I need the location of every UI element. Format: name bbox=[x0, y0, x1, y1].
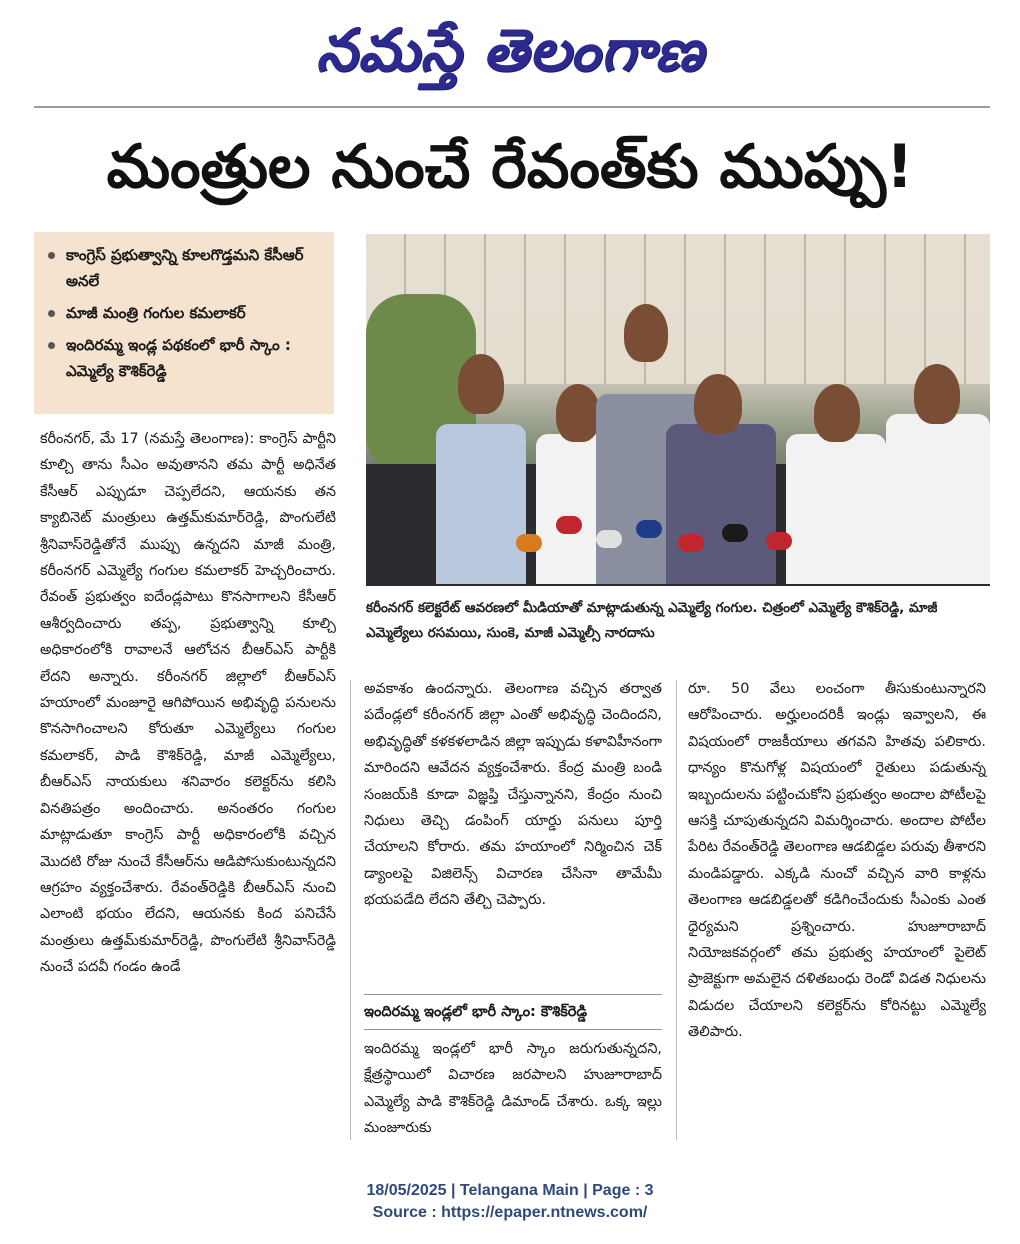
footer-source: Source : https://epaper.ntnews.com/ bbox=[372, 1204, 648, 1221]
microphone-icon bbox=[556, 516, 582, 534]
page-footer bbox=[0, 1180, 1020, 1224]
column-divider bbox=[676, 680, 677, 1140]
highlight-text: ఇందిరమ్మ ఇండ్ల పథకంలో భారీ స్కాం : ఎమ్మెల్యే కౌశిక్‌రెడ్డి bbox=[66, 336, 291, 380]
highlights-box bbox=[34, 232, 334, 414]
article-column-2b bbox=[364, 1036, 662, 1142]
photo-person-head bbox=[694, 374, 742, 434]
microphone-icon bbox=[516, 534, 542, 552]
photo-person-head bbox=[914, 364, 960, 424]
footer-date-page: 18/05/2025 | Telangana Main | Page : 3 bbox=[366, 1182, 654, 1199]
newspaper-logo: నమస్తే తెలంగాణ bbox=[316, 16, 704, 84]
masthead-divider bbox=[34, 106, 990, 108]
photo-person bbox=[886, 414, 990, 584]
photo-person bbox=[666, 424, 776, 584]
highlight-text: కాంగ్రెస్‌ ప్రభుత్వాన్ని కూలగొడ్తమని కేసీఆర్‌ అనలే bbox=[66, 246, 304, 290]
photo-person bbox=[786, 434, 886, 584]
bullet-icon bbox=[48, 252, 55, 259]
photo-person-head bbox=[556, 384, 600, 442]
microphone-icon bbox=[596, 530, 622, 548]
highlight-item bbox=[48, 332, 326, 384]
article-paragraph: రూ. 50 వేలు లంచంగా తీసుకుంటున్నారని ఆరోపించారు. అర్హులందరికీ ఇండ్లు ఇవ్వాలని, ఈ విషయంలో రాజకీయాలు తగవని హితవు పలికారు. ధాన్యం కొనుగోళ్ల విషయంలో రైతులు పడుతున్న ఇబ్బందులను పట్టించుకోని ప్రభుత్వం అందాల పోటీలపై ఆసక్తి చూపుతున్నదని విమర్శించారు. అందాల పోటీల పేరిట రేవంత్‌రెడ్డి తెలంగాణ ఆడబిడ్డల పరువు తీశారని మండిపడ్డారు. ఎక్కడి నుంచో వచ్చిన వారి కాళ్లను తెలంగాణ ఆడబిడ్డలతో కడిగించేందుకు సీఎంకు ఎంత ధైర్యమని ప్రశ్నించారు. హుజూరాబాద్‌ నియోజకవర్గంలో తమ ప్రభుత్వ హయాంలో పైలెట్‌ ప్రాజెక్టుగా అమలైన దళితబంధు రెండో విడత నిధులను విడుదల చేయాలని కలెక్టర్‌ను కోరినట్టు ఎమ్మెల్యే తెలిపారు. bbox=[688, 681, 986, 1041]
article-column-3 bbox=[688, 676, 986, 1046]
article-column-2 bbox=[364, 676, 662, 914]
highlight-item bbox=[48, 242, 326, 294]
photo-person-head bbox=[814, 384, 860, 442]
microphone-icon bbox=[766, 532, 792, 550]
article-paragraph: అవకాశం ఉందన్నారు. తెలంగాణ వచ్చిన తర్వాత పదేండ్లలో కరీంనగర్‌ జిల్లా ఎంతో అభివృద్ధి చెందిందని, అభివృద్ధితో కళకళలాడిన జిల్లా ఇప్పుడు కళావిహీనంగా మారిందని ఆవేదన వ్యక్తంచేశారు. కేంద్ర మంత్రి బండి సంజయ్‌కి కూడా విజ్ఞప్తి చేస్తున్నానని, కేంద్రం నుంచి నిధులు తెచ్చి డంపింగ్‌ యార్డు పనులు పూర్తి చేయాలని కోరారు. తమ హయాంలో నిర్మించిన చెక్‌ డ్యాంలపై విజిలెన్స్‌ విచారణ చేసినా తామేమీ భయపడేది లేదని తేల్చి చెప్పారు. bbox=[364, 681, 662, 909]
microphone-icon bbox=[636, 520, 662, 538]
headline: మంత్రుల నుంచే రేవంత్‌కు ముప్పు! bbox=[106, 132, 914, 202]
highlight-text: మాజీ మంత్రి గంగుల కమలాకర్‌ bbox=[66, 304, 246, 322]
microphone-icon bbox=[722, 524, 748, 542]
article-column-1 bbox=[40, 426, 336, 981]
article-paragraph: కరీంనగర్‌, మే 17 (నమస్తే తెలంగాణ): కాంగ్రెస్‌ పార్టీని కూల్చి తాను సీఎం అవుతానని తమ పార్టీ అధినేత కేసీఆర్‌ ఎప్పుడూ చెప్పలేదని, ఆయనకు తన క్యాబినెట్‌ మంత్రులు ఉత్తమ్‌కుమార్‌రెడ్డి, పొంగులేటి శ్రీనివాస్‌రెడ్డితోనే ముప్పు ఉన్నదని మాజీ మంత్రి, కరీంనగర్‌ ఎమ్మెల్యే గంగుల కమలాకర్‌ హెచ్చరించారు. రేవంత్‌ ప్రభుత్వం ఐదేండ్లపాటు కొనసాగాలని కేసీఆర్‌ ఆశీర్వదించారు తప్ప, ప్రభుత్వాన్ని కూల్చి అధికారంలోకి రావాలనే ఆలోచన బీఆర్‌ఎస్‌ పార్టీకి లేదని అన్నారు. కరీంనగర్‌ జిల్లాలో బీఆర్‌ఎస్‌ హయాంలో మంజూరై ఆగిపోయిన అభివృద్ధి పనులను కొనసాగించాలని కోరుతూ ఎమ్మెల్యేలు గంగుల కమలాకర్‌, పాడి కౌశిక్‌రెడ్డి, మాజీ ఎమ్మెల్యేలు, బీఆర్‌ఎస్‌ నాయకులు శనివారం కలెక్టర్‌ను కలిసి వినతిపత్రం అందించారు. అనంతరం గంగుల మాట్లాడుతూ కాంగ్రెస్‌ పార్టీ అధికారంలోకి వచ్చిన మొదటి రోజు నుంచే కేసీఆర్‌ను ఆడిపోసుకుంటున్నదని ఆగ్రహం వ్యక్తంచేశారు. రేవంత్‌రెడ్డికి బీఆర్‌ఎస్‌ నుంచి ఎలాంటి భయం లేదని, ఆయనకు కింద పనిచేసే మంత్రులు ఉత్తమ్‌కుమార్‌రెడ్డి, పొంగులేటి శ్రీనివాస్‌రెడ్డి నుంచే పదవీ గండం ఉండే bbox=[40, 431, 336, 976]
photo-person bbox=[436, 424, 526, 584]
article-subheading: ఇందిరమ్మ ఇండ్లలో భారీ స్కాం: కౌశిక్‌రెడ్డి bbox=[364, 994, 662, 1030]
photo-person-head bbox=[624, 304, 668, 362]
column-divider bbox=[350, 680, 351, 1140]
photo-person-head bbox=[458, 354, 504, 414]
bullet-icon bbox=[48, 310, 55, 317]
masthead bbox=[0, 6, 1020, 96]
highlight-item bbox=[48, 300, 326, 326]
bullet-icon bbox=[48, 342, 55, 349]
article-paragraph: ఇందిరమ్మ ఇండ్లలో భారీ స్కాం జరుగుతున్నదని, క్షేత్రస్థాయిలో విచారణ జరపాలని హుజూరాబాద్‌ ఎమ్మెల్యే పాడి కౌశిక్‌రెడ్డి డిమాండ్‌ చేశారు. ఒక్క ఇల్లు మంజూరుకు bbox=[364, 1041, 662, 1137]
photo-caption: కరీంనగర్‌ కలెక్టరేట్‌ ఆవరణలో మీడియాతో మాట్లాడుతున్న ఎమ్మెల్యే గంగుల. చిత్రంలో ఎమ్మెల్యే కౌశిక్‌రెడ్డి, మాజీ ఎమ్మెల్యేలు రసమయి, సుంకె, మాజీ ఎమ్మెల్సీ నారదాసు bbox=[366, 600, 938, 641]
microphone-icon bbox=[678, 534, 704, 552]
news-photo bbox=[366, 234, 990, 586]
